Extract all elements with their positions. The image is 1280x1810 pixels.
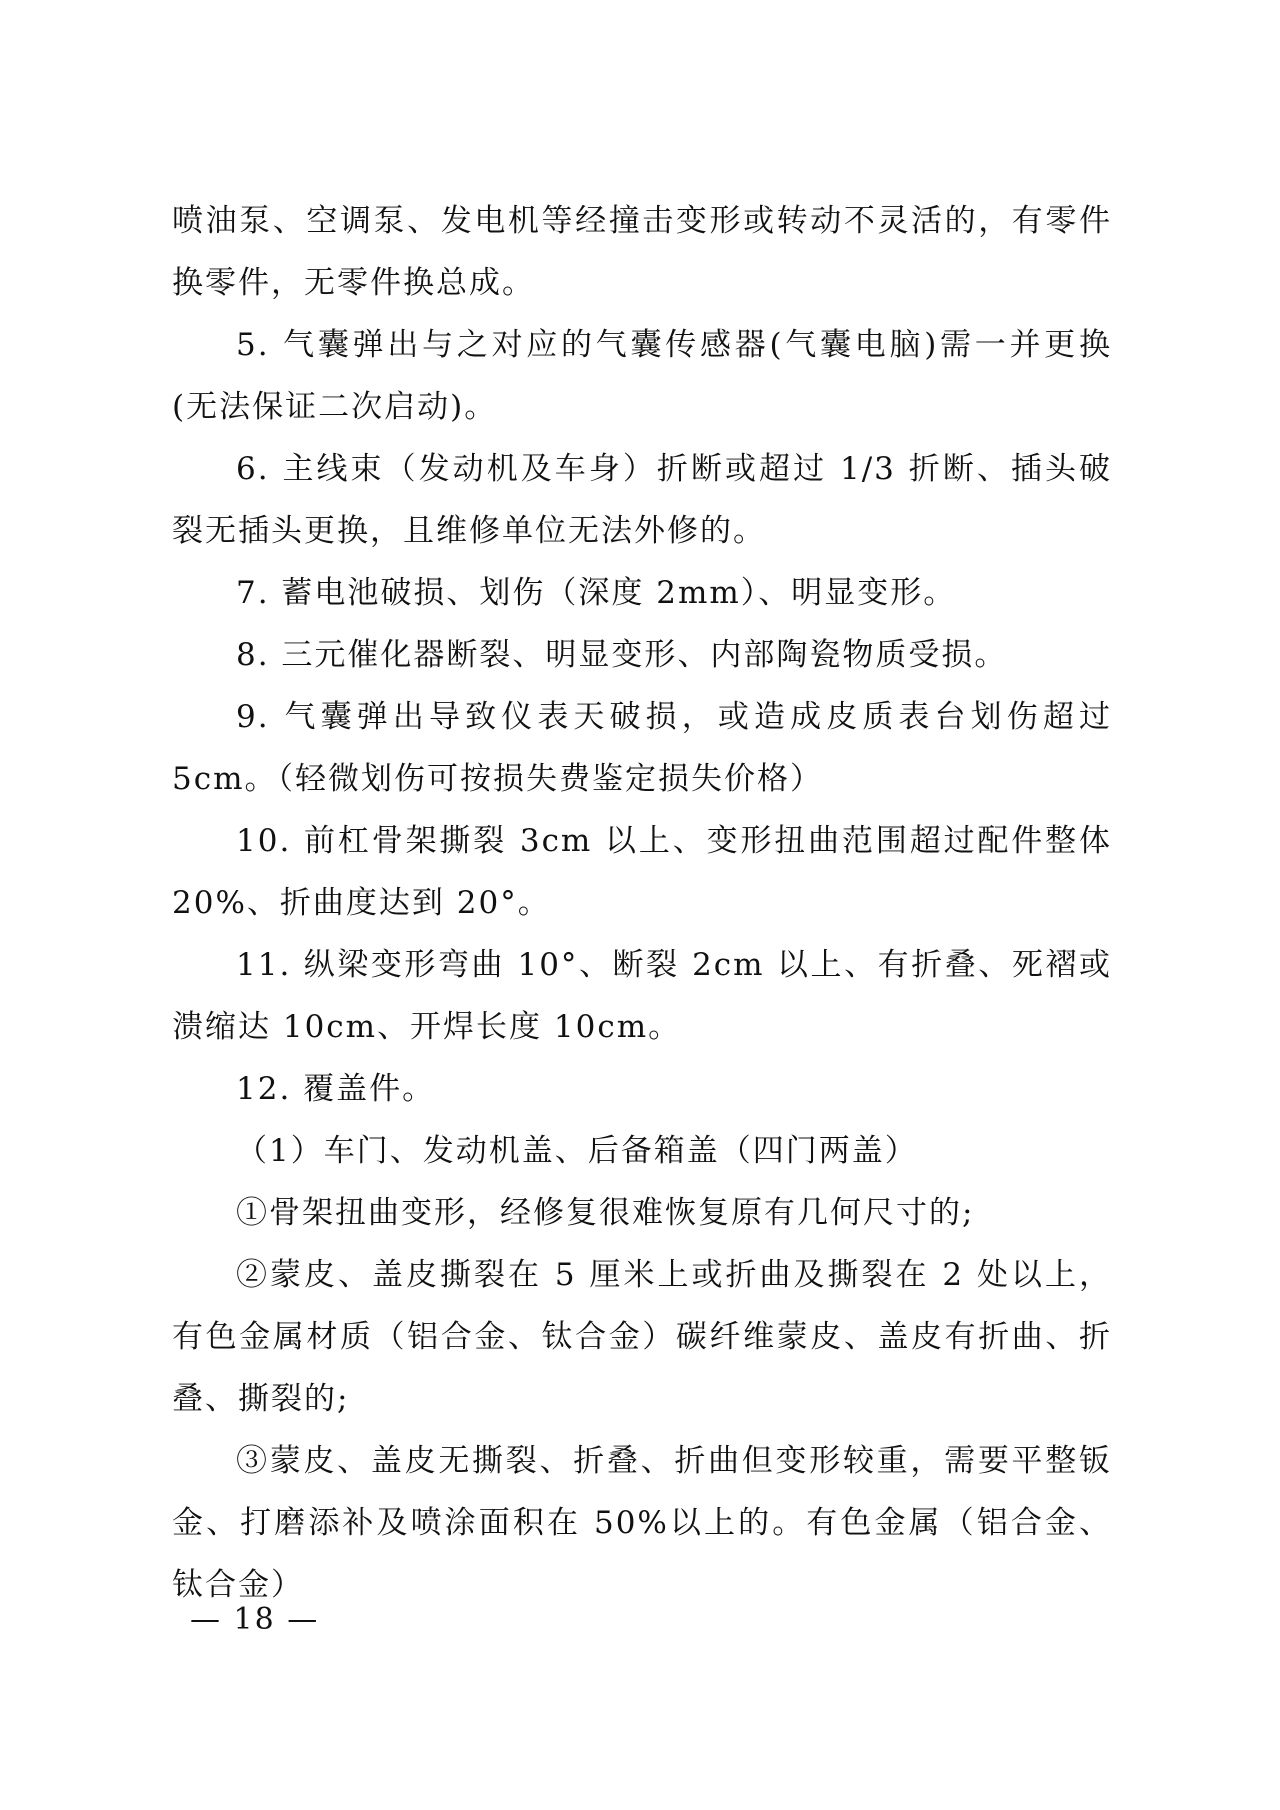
paragraph-3: 6. 主线束（发动机及车身）折断或超过 1/3 折断、插头破裂无插头更换，且维修单位无法外修的。 <box>172 451 1112 549</box>
paragraph-4: 7. 蓄电池破损、划伤（深度 2mm）、明显变形。 <box>236 575 957 611</box>
paragraph-2: 5. 气囊弹出与之对应的气囊传感器(气囊电脑)需一并更换(无法保证二次启动)。 <box>172 327 1112 425</box>
paragraph-8: 11. 纵梁变形弯曲 10°、断裂 2cm 以上、有折叠、死褶或溃缩达 10cm、开焊长度 10cm。 <box>172 947 1112 1045</box>
paragraph-1: 喷油泵、空调泵、发电机等经撞击变形或转动不灵活的，有零件换零件，无零件换总成。 <box>172 203 1112 301</box>
paragraph-6: 9. 气囊弹出导致仪表天破损，或造成皮质表台划伤超过 5cm。（轻微划伤可按损失费鉴定损失价格） <box>172 699 1112 797</box>
paragraph-5: 8. 三元催化器断裂、明显变形、内部陶瓷物质受损。 <box>236 637 1008 673</box>
paragraph-7: 10. 前杠骨架撕裂 3cm 以上、变形扭曲范围超过配件整体 20%、折曲度达到 20°。 <box>172 823 1112 921</box>
page-number: — 18 — <box>190 1602 320 1637</box>
paragraph-11: ①骨架扭曲变形，经修复很难恢复原有几何尺寸的; <box>236 1195 975 1231</box>
paragraph-10: （1）车门、发动机盖、后备箱盖（四门两盖） <box>236 1133 918 1169</box>
paragraph-13: ③蒙皮、盖皮无撕裂、折叠、折曲但变形较重，需要平整钣金、打磨添补及喷涂面积在 50%以上的。有色金属（铝合金、钛合金） <box>172 1443 1112 1603</box>
paragraph-9: 12. 覆盖件。 <box>236 1071 436 1107</box>
document-body <box>172 190 1112 1616</box>
paragraph-12: ②蒙皮、盖皮撕裂在 5 厘米上或折曲及撕裂在 2 处以上，有色金属材质（铝合金、钛合金）碳纤维蒙皮、盖皮有折曲、折叠、撕裂的; <box>172 1257 1112 1417</box>
